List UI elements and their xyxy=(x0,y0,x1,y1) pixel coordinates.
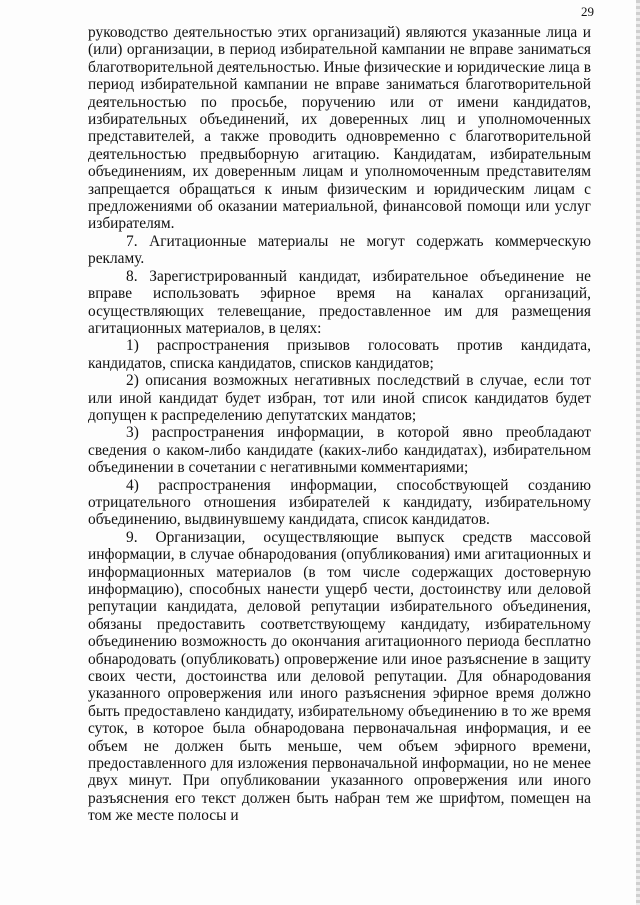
paragraph-subitem-1: 1) распространения призывов голосовать против кандидата, кандидатов, списка кандидатов, списков кандидатов; xyxy=(88,337,591,372)
document-body xyxy=(88,24,591,825)
page-edge xyxy=(636,0,640,905)
paragraph-item-9: 9. Организации, осуществляющие выпуск средств массовой информации, в случае обнародования (опубликования) ими агитационных и информационных материалов (в том числе содержащих достоверную информацию), способных нанести ущерб чести, достоинству или деловой репутации кандидата, деловой репутации избирательного объединения, обязаны предоставить соответствующему кандидату, избирательному объединению возможность до окончания агитационного периода бесплатно обнародовать (опубликовать) опровержение или иное разъяснение в защиту своих чести, достоинства или деловой репутации. Для обнародования указанного опровержения или иного разъяснения эфирное время должно быть предоставлено кандидату, избирательному объединению в то же время суток, в которое была обнародована первоначальная информация, и ее объем не должен быть меньше, чем объем эфирного времени, предоставленного для изложения первоначальной информации, но не менее двух минут. При опубликовании указанного опровержения или иного разъяснения его текст должен быть набран тем же шрифтом, помещен на том же месте полосы и xyxy=(88,528,591,825)
paragraph-subitem-4: 4) распространения информации, способствующей созданию отрицательного отношения избирателей к кандидату, избирательному объединению, выдвинувшему кандидата, список кандидатов. xyxy=(88,476,591,529)
page-number: 29 xyxy=(581,4,594,19)
paragraph-subitem-3: 3) распространения информации, в которой явно преобладают сведения о каком-либо кандидате (каких-либо кандидатах), избирательном объединении в сочетании с негативными комментариями; xyxy=(88,424,591,477)
paragraph-item-8: 8. Зарегистрированный кандидат, избирательное объединение не вправе использовать эфирное время на каналах организаций, осуществляющих телевещание, предоставленное им для размещения агитационных материалов, в целях: xyxy=(88,267,591,337)
paragraph-continuation: руководство деятельностью этих организаций) являются указанные лица и (или) организации, в период избирательной кампании не вправе заниматься благотворительной деятельностью. Иные физические и юридические лица в период избирательной кампании не вправе заниматься благотворительной деятельностью по просьбе, поручению или от имени кандидатов, избирательных объединений, их доверенных лиц и уполномоченных представителей, а также проводить одновременно с благотворительной деятельностью предвыборную агитацию. Кандидатам, избирательным объединениям, их доверенным лицам и уполномоченным представителям запрещается обращаться к иным физическим и юридическим лицам с предложениями об оказании материальной, финансовой помощи или услуг избирателям. xyxy=(88,24,591,233)
paragraph-subitem-2: 2) описания возможных негативных последствий в случае, если тот или иной кандидат будет избран, тот или иной список кандидатов будет допущен к распределению депутатских мандатов; xyxy=(88,372,591,424)
paragraph-item-7: 7. Агитационные материалы не могут содержать коммерческую рекламу. xyxy=(88,232,591,268)
